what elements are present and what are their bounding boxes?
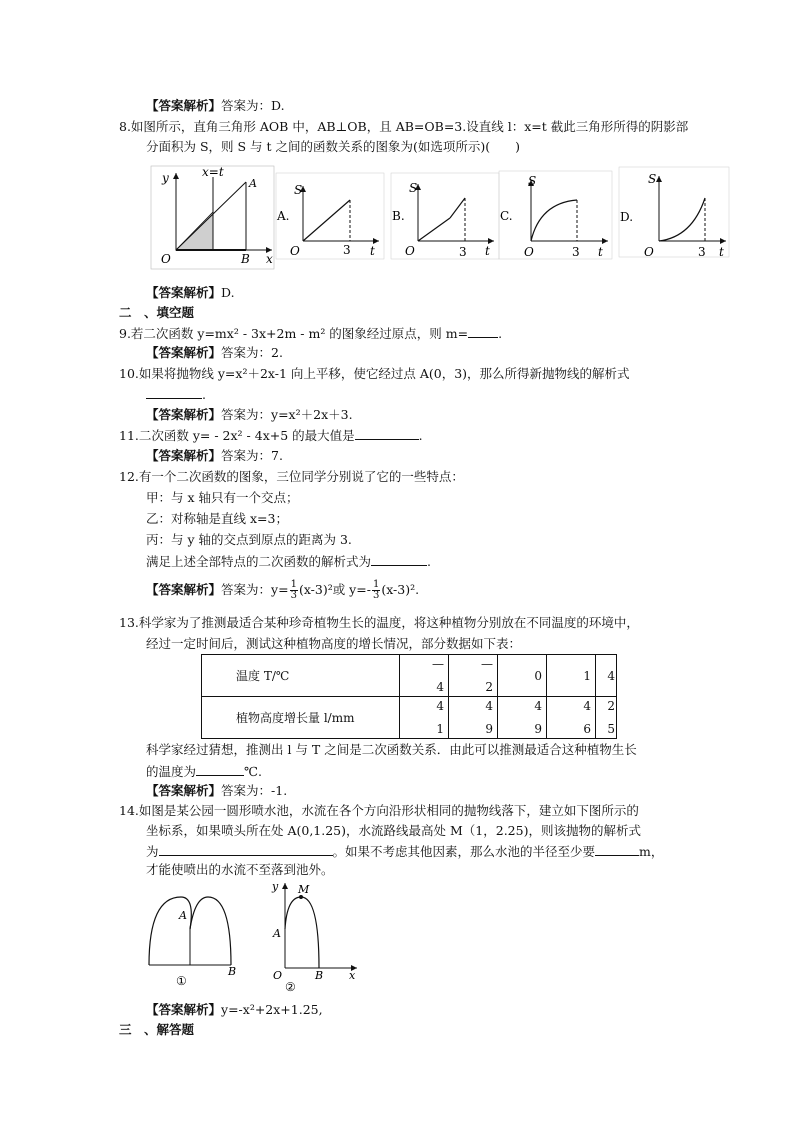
table-cell: 4 6 bbox=[547, 697, 596, 739]
q13-data-table bbox=[201, 654, 617, 739]
q8-main-x-label: x bbox=[266, 252, 273, 266]
q14-text-line4: 才能使喷出的水流不至落到池外。 bbox=[146, 862, 334, 877]
q8-answer: 【答案解析】D. bbox=[146, 285, 235, 300]
q14-fig2-O-label: O bbox=[273, 969, 283, 982]
table-cell: 4 9 bbox=[498, 697, 547, 739]
q14-fig2-y-label: y bbox=[272, 880, 279, 893]
q8-option-b-s-label: S bbox=[409, 181, 418, 195]
section-2-title: 二 、填空题 bbox=[119, 305, 195, 320]
q12-text-line1: 12.有一个二次函数的图象，三位同学分别说了它的一些特点： bbox=[119, 469, 464, 484]
q9-text: 9.若二次函数 y=mx² - 3x+2m - m² 的图象经过原点，则 m= . bbox=[119, 326, 503, 341]
q12-statement-yi: 乙：对称轴是直线 x=3； bbox=[146, 511, 288, 526]
q8-option-a-tick: 3 bbox=[343, 243, 351, 257]
q8-option-d-tick: 3 bbox=[698, 245, 706, 259]
q8-main-line-label: x=t bbox=[202, 165, 224, 179]
table-cell: 0 bbox=[498, 655, 547, 697]
q8-option-b-tick: 3 bbox=[459, 245, 467, 259]
q8-option-b-t-label: t bbox=[485, 244, 490, 258]
q8-option-c-o-label: O bbox=[524, 245, 534, 259]
table-row bbox=[202, 655, 617, 697]
q14-fountain-figure-2 bbox=[265, 875, 365, 993]
q11-text: 11.二次函数 y= - 2x² - 4x+5 的最大值是 . bbox=[119, 428, 423, 443]
q10-text-line1: 10.如果将抛物线 y=x²＋2x-1 向上平移，使它经过点 A(0，3)，那么所得新抛物线的解析式 bbox=[119, 366, 630, 381]
q8-text-line2: 分面积为 S，则 S 与 t 之间的函数关系的图象为(如选项所示)( ) bbox=[146, 139, 521, 154]
q8-option-c-label: C. bbox=[500, 209, 513, 223]
table-cell: 4 9 bbox=[449, 697, 498, 739]
q14-fig2-B-label: B bbox=[315, 969, 324, 982]
q12-answer: 【答案解析】答案为：y= $\frac{1}{3}$ (x-3)²或 y=- $\frac{1}{3}$ (x-3)². bbox=[146, 579, 420, 601]
table-header-growth: 植物高度增长量 l/mm bbox=[202, 697, 400, 739]
q14-fig1-A-label: A bbox=[179, 909, 187, 922]
q8-option-a-label: A. bbox=[277, 209, 290, 223]
q13-text-line1: 13.科学家为了推测最适合某种珍奇植物生长的温度，将这种植物分别放在不同温度的环境中， bbox=[119, 615, 639, 630]
q8-option-b-figure bbox=[390, 172, 500, 260]
q10-answer: 【答案解析】答案为：y=x²＋2x＋3. bbox=[146, 407, 353, 422]
q8-option-a-figure bbox=[275, 172, 385, 260]
q7-answer: 【答案解析】答案为：D. bbox=[146, 98, 285, 113]
q8-option-d-s-label: S bbox=[648, 172, 657, 186]
q14-text-line3: 为 。如果不考虑其他因素，那么水池的半径至少要 m， bbox=[146, 844, 664, 859]
q10-text-line2: . bbox=[146, 386, 206, 403]
q8-option-b-label: B. bbox=[392, 209, 405, 223]
q14-fig2-x-label: x bbox=[349, 969, 356, 982]
q11-answer: 【答案解析】答案为：7. bbox=[146, 448, 283, 463]
table-row bbox=[202, 697, 617, 739]
q8-option-c-tick: 3 bbox=[572, 245, 580, 259]
table-cell: — 4 bbox=[400, 655, 449, 697]
q12-statement-jia: 甲：与 x 轴只有一个交点； bbox=[146, 490, 299, 505]
q8-option-c-figure bbox=[498, 170, 613, 260]
q13-text-line2: 经过一定时间后，测试这种植物高度的增长情况，部分数据如下表： bbox=[146, 636, 522, 651]
q13-answer: 【答案解析】答案为：-1. bbox=[146, 783, 288, 798]
q8-main-A-label: A bbox=[249, 177, 257, 190]
q8-option-c-s-label: S bbox=[528, 174, 537, 188]
table-cell: 2 5 bbox=[596, 697, 617, 739]
section-3-title: 三 、解答题 bbox=[119, 1022, 195, 1037]
q8-main-y-label: y bbox=[162, 171, 169, 185]
q8-option-a-t-label: t bbox=[370, 244, 375, 258]
table-cell: 4 bbox=[596, 655, 617, 697]
q14-text-line2: 坐标系，如果喷头所在处 A(0,1.25)，水流路线最高处 M（1，2.25)，则该抛物的解析式 bbox=[146, 823, 641, 838]
q8-option-a-o-label: O bbox=[290, 244, 300, 258]
q14-text-line1: 14.如图是某公园一圆形喷水池，水流在各个方向沿形状相同的抛物线落下，建立如下图所示的 bbox=[119, 803, 639, 818]
q8-option-c-t-label: t bbox=[598, 245, 603, 259]
q14-fig2-M-label: M bbox=[298, 883, 310, 896]
table-cell: — 2 bbox=[449, 655, 498, 697]
q14-fig1-B-label: B bbox=[228, 965, 237, 978]
q14-answer: 【答案解析】y=-x²+2x+1.25, bbox=[146, 1002, 323, 1017]
table-cell: 1 bbox=[547, 655, 596, 697]
q8-text-line1: 8.如图所示，直角三角形 AOB 中，AB⊥OB，且 AB=OB=3.设直线 l：x=t 截此三角形所得的阴影部 bbox=[119, 119, 689, 134]
q12-statement-bing: 丙：与 y 轴的交点到原点的距离为 3. bbox=[146, 532, 352, 547]
table-cell: 4 1 bbox=[400, 697, 449, 739]
q8-option-d-t-label: t bbox=[719, 245, 724, 259]
q14-fig1-number: ① bbox=[176, 974, 187, 988]
q9-answer: 【答案解析】答案为：2. bbox=[146, 345, 283, 360]
q8-main-O-label: O bbox=[161, 252, 171, 266]
q8-option-a-s-label: S bbox=[294, 183, 303, 197]
q8-option-d-figure bbox=[618, 166, 730, 258]
table-header-temperature: 温度 T/℃ bbox=[202, 655, 400, 697]
q12-fraction-2: $\frac{1}{3}$ bbox=[372, 579, 380, 601]
q8-option-d-o-label: O bbox=[644, 245, 654, 259]
q8-main-figure bbox=[150, 165, 275, 270]
q14-fig2-A-label: A bbox=[273, 927, 281, 940]
q12-fraction-1: $\frac{1}{3}$ bbox=[290, 579, 297, 601]
q14-fountain-figure-1 bbox=[145, 893, 245, 989]
q8-option-d-label: D. bbox=[620, 210, 634, 224]
q14-fig2-number: ② bbox=[285, 980, 296, 994]
q8-main-B-label: B bbox=[241, 252, 250, 266]
q13-text-line3: 科学家经过猜想，推测出 l 与 T 之间是二次函数关系．由此可以推测最适合这种植物生长 bbox=[146, 742, 637, 757]
q8-option-b-o-label: O bbox=[405, 244, 415, 258]
q13-text-line4: 的温度为 ℃. bbox=[146, 764, 262, 779]
q12-text-line5: 满足上述全部特点的二次函数的解析式为 . bbox=[146, 554, 431, 569]
